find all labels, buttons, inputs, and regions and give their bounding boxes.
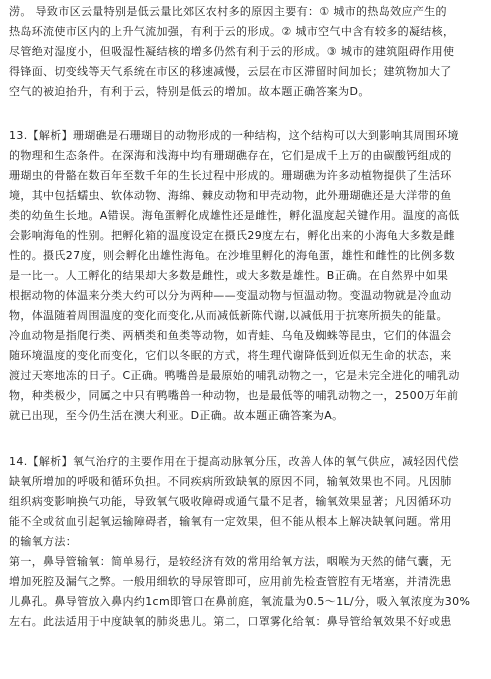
text-line: 渡过天寒地冻的日子。C正确。鸭嘴兽是最原始的哺乳动物之一，它是未完全进化的哺乳动 — [9, 369, 460, 382]
text-line: 的输氧方法： — [9, 535, 78, 548]
text-line: 涝。 导致市区云量特别是低云量比郊区农村多的原因主要有：① 城市的热岛效应产生的 — [9, 5, 447, 18]
text-line: 13.【解析】珊瑚礁是石珊瑚目的动物形成的一种结构，这个结构可以大到影响其周围环境 — [9, 129, 459, 142]
text-line: 能不全或贫血引起氧运输障碍者，输氧有一定效果，但不能从根本上解决缺氧问题。常用 — [9, 515, 452, 528]
text-line: 冷血动物是指爬行类、两栖类和鱼类等动物，如青蛙、乌龟及蜘蛛等昆虫，它们的体温会 — [9, 329, 452, 342]
text-line: 会影响海龟的性别。把孵化箱的温度设定在摄氏29度左右，孵化出来的小海龟大多数是雌 — [9, 229, 455, 242]
text-line: 组织病变影响换气功能，导致氧气吸收障碍或通气量不足者，输氧效果显著；凡因循环功 — [9, 495, 452, 508]
text-line: 随环境温度的变化而变化，它们以冬眠的方式，将生理代谢降低到近似无生命的状态，来 — [9, 349, 452, 362]
paragraph-question-13 — [9, 126, 483, 426]
text-line: 就已出现，至今仍生活在澳大利亚。D正确。故本题正确答案为A。 — [9, 409, 344, 422]
text-line: 类的幼鱼生长地。A错误。海龟蛋孵化成雄性还是雌性，孵化温度起关键作用。温度的高低 — [9, 209, 460, 222]
text-line: 儿鼻孔。鼻导管放入鼻内约1cm即管口在鼻前庭，氧流量为0.5～1L/分，吸入氧浓度为30% — [9, 595, 471, 608]
text-line: 物，种类极少，同属之中只有鸭嘴兽一种动物，也是最低等的哺乳动物之一，2500万年前 — [9, 389, 459, 402]
text-line: 性的。摄氏27度，则会孵化出雄性海龟。在沙堆里孵化的海龟蛋，雄性和雌性的比例多数 — [9, 249, 455, 262]
text-line: 珊瑚虫的骨骼在数百年至数千年的生长过程中形成的。珊瑚礁为许多动植物提供了生活环 — [9, 169, 452, 182]
paragraph-spacer — [9, 102, 483, 126]
text-line: 热岛环流使市区内的上升气流加强，有利于云的形成。② 城市空气中含有较多的凝结核， — [9, 25, 455, 38]
paragraph-spacer — [9, 426, 483, 452]
text-line: 增加死腔及漏气之弊。一般用细软的导尿管即可，应用前先检查管腔有无堵塞，并清洗患 — [9, 575, 452, 588]
text-line: 物，体温随着周围温度的变化而变化,从而减低新陈代谢,以减低用于抗寒所损失的能量。 — [9, 309, 448, 322]
text-line: 缺氧所增加的呼吸和循环负担。不同疾病所致缺氧的原因不同，输氧效果也不同。凡因肺 — [9, 475, 452, 488]
text-line: 是一比一。人工孵化的结果却大多数是雌性，或大多数是雄性。B正确。在自然界中如果 — [9, 269, 449, 282]
paragraph-cloud-analysis — [9, 2, 483, 102]
text-line: 根据动物的体温来分类大约可以分为两种——变温动物与恒温动物。变温动物就是冷血动 — [9, 289, 452, 302]
text-line: 的物理和生态条件。在深海和浅海中均有珊瑚礁存在，它们是成千上万的由碳酸钙组成的 — [9, 149, 452, 162]
text-line: 左右。此法适用于中度缺氧的肺炎患儿。第二，口罩雾化给氧：鼻导管给氧效果不好或患 — [9, 615, 452, 628]
text-line: 得锋面、切变线等天气系统在市区的移速减慢，云层在市区滞留时间加长；建筑物加大了 — [9, 65, 452, 78]
paragraph-question-14 — [9, 452, 483, 632]
text-line: 空气的被迫抬升，有利于云，特别是低云的增加。故本题正确答案为D。 — [9, 85, 370, 98]
text-line: 14.【解析】氧气治疗的主要作用在于提高动脉氧分压，改善人体的氧气供应，减轻因代偿 — [9, 455, 459, 468]
text-line: 境，其中包括蠕虫、软体动物、海绵、棘皮动物和甲壳动物，此外珊瑚礁还是大洋带的鱼 — [9, 189, 452, 202]
text-line: 尽管绝对湿度小，但吸湿性凝结核的增多仍然有利于云的形成。③ 城市的建筑阻碍作用使 — [9, 45, 455, 58]
text-line: 第一，鼻导管输氧：简单易行，是较经济有效的常用给氧方法，咽喉为天然的储气囊，无 — [9, 555, 452, 568]
